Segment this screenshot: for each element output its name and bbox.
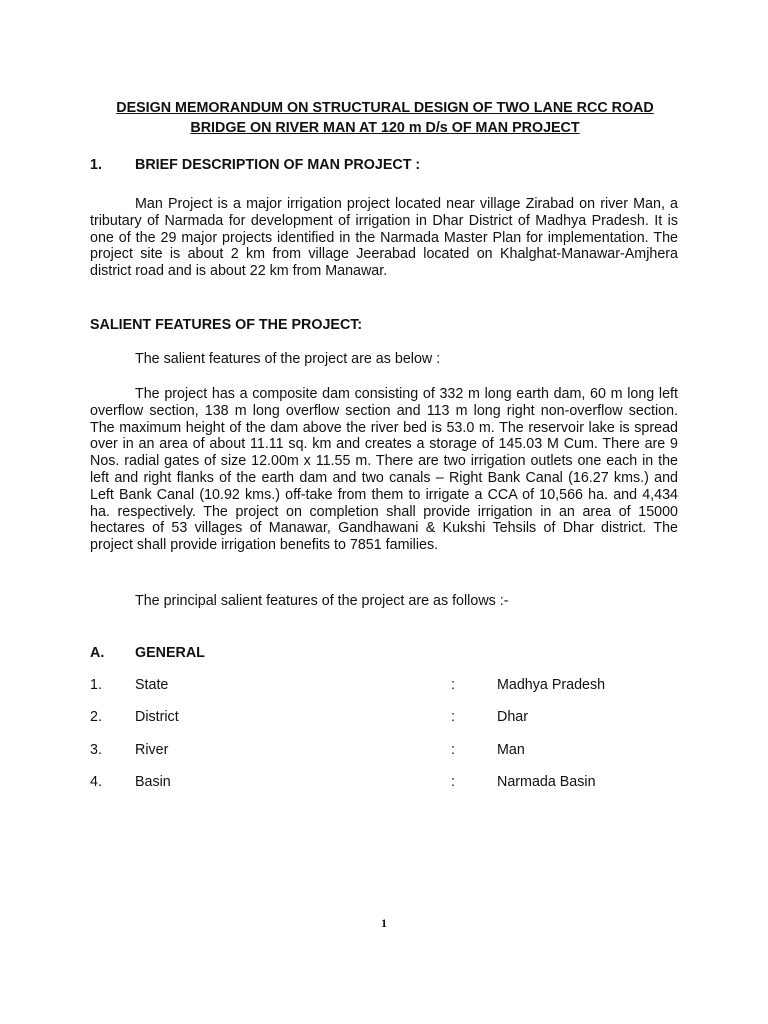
salient-features-paragraph: The project has a composite dam consisting of 332 m long earth dam, 60 m long left overflow section, 138 m long overflow section and 113 m long right non-overflow section. The maximum height of the dam above the river bed is 53.0 m. The reservoir lake is spread over in an area of about 11.11 sq. km and creates a storage of 145.03 M Cum. There are 9 Nos. radial gates of size 12.00m x 11.55 m. There are two irrigation outlets one each in the left and right flanks of the earth dam and two canals – Right Bank Canal (16.27 kms.) and Left Bank Canal (10.92 kms.) off-take from them to irrigate a CCA of 10,566 ha. and 4,434 ha. respectively. The project on completion shall provide irrigation in an area of 15000 hectares of 53 villages of Manawar, Gandhawani & Kukshi Tehsils of Dhar district. The project shall provide irrigation benefits to 7851 families. (90, 386, 678, 554)
row-label: River (135, 742, 169, 758)
principal-features-intro: The principal salient features of the project are as follows :- (135, 593, 509, 609)
document-title-line-2: BRIDGE ON RIVER MAN AT 120 m D/s OF MAN PROJECT (190, 120, 580, 136)
row-colon: : (451, 742, 455, 758)
document-title-line-1: DESIGN MEMORANDUM ON STRUCTURAL DESIGN OF TWO LANE RCC ROAD (116, 100, 654, 116)
section-1-paragraph: Man Project is a major irrigation project located near village Zirabad on river Man, a tributary of Narmada for development of irrigation in Dhar District of Madhya Pradesh. It is one of the 29 major projects identified in the Narmada Master Plan for implementation. The project site is about 2 km from village Jeerabad located on Khalghat-Manawar-Amjhera district road and is about 22 km from Manawar. (90, 196, 678, 280)
section-a-heading: GENERAL (135, 645, 205, 661)
row-number: 3. (90, 742, 102, 758)
row-colon: : (451, 677, 455, 693)
row-number: 2. (90, 709, 102, 725)
salient-features-intro: The salient features of the project are as below : (135, 351, 441, 367)
row-value: Man (497, 742, 525, 758)
row-colon: : (451, 709, 455, 725)
page-number: 1 (381, 916, 387, 930)
section-a-letter: A. (90, 645, 105, 661)
row-label: District (135, 709, 179, 725)
row-number: 4. (90, 774, 102, 790)
row-value: Madhya Pradesh (497, 677, 606, 693)
section-1-number: 1. (90, 157, 102, 173)
salient-features-heading: SALIENT FEATURES OF THE PROJECT: (90, 317, 363, 333)
section-1-heading: BRIEF DESCRIPTION OF MAN PROJECT : (135, 157, 421, 173)
row-value: Narmada Basin (497, 774, 596, 790)
row-number: 1. (90, 677, 102, 693)
row-value: Dhar (497, 709, 528, 725)
row-colon: : (451, 774, 455, 790)
row-label: State (135, 677, 169, 693)
row-label: Basin (135, 774, 171, 790)
